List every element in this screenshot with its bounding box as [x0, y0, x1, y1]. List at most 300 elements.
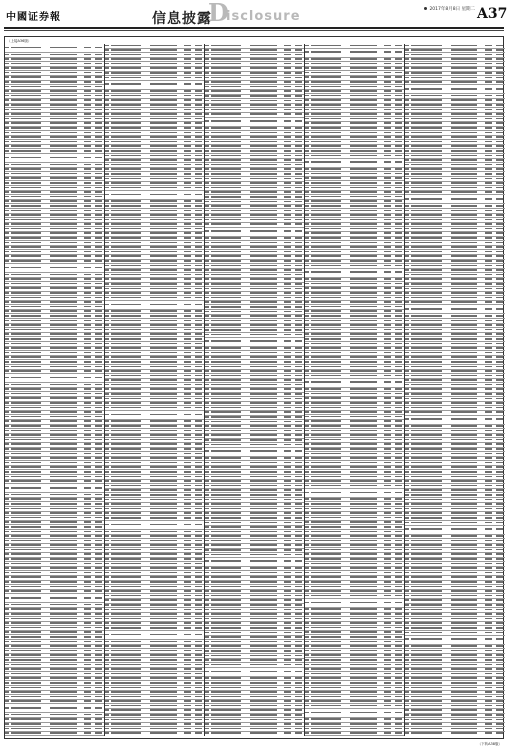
table-cell: [82, 232, 93, 235]
illegible-text: [250, 567, 276, 569]
illegible-text: [184, 673, 192, 675]
illegible-text: [111, 127, 141, 129]
table-cell: [382, 44, 393, 47]
illegible-text: [395, 95, 403, 97]
illegible-text: [284, 182, 292, 184]
illegible-text: [284, 375, 292, 377]
table-cell: [245, 109, 283, 112]
illegible-text: [105, 292, 109, 294]
illegible-text: [205, 489, 209, 491]
table-cell: [211, 526, 245, 529]
illegible-text: [211, 311, 241, 313]
page-number: A37: [477, 6, 508, 22]
table-cell: [11, 411, 45, 414]
table-cell: [182, 517, 193, 520]
table-cell: [282, 700, 293, 703]
table-cell: [145, 634, 183, 637]
illegible-text: [284, 434, 292, 436]
table-cell: [11, 597, 45, 600]
table-cell: [11, 383, 45, 386]
illegible-text: [211, 696, 241, 698]
table-cell: [245, 365, 283, 368]
table-cell: [82, 47, 93, 50]
illegible-text: [384, 51, 392, 53]
illegible-text: [311, 63, 341, 65]
illegible-text: [105, 659, 109, 661]
table-cell: [145, 627, 183, 630]
table-cell: [82, 498, 93, 501]
table-cell: [45, 377, 83, 380]
illegible-text: [11, 343, 41, 345]
illegible-text: [295, 155, 303, 157]
illegible-text: [111, 338, 141, 340]
illegible-text: [111, 352, 141, 354]
table-cell: [293, 329, 304, 332]
illegible-text: [11, 232, 41, 234]
table-cell: [45, 62, 83, 65]
illegible-text: [195, 352, 203, 354]
illegible-text: [295, 540, 303, 542]
table-cell: [193, 145, 204, 148]
illegible-text: [5, 352, 9, 354]
illegible-text: [111, 535, 141, 537]
illegible-text: [84, 76, 92, 78]
table-cell: [193, 297, 204, 300]
illegible-text: [84, 306, 92, 308]
table-cell: [182, 283, 193, 286]
table-cell: [282, 641, 293, 644]
illegible-text: [305, 63, 309, 65]
table-cell: [245, 618, 283, 621]
illegible-text: [50, 191, 76, 193]
table-cell: [111, 90, 145, 93]
table-cell: [82, 617, 93, 620]
table-cell: [245, 278, 283, 281]
table-cell: [211, 723, 245, 726]
illegible-text: [11, 439, 41, 441]
illegible-text: [311, 118, 341, 120]
illegible-text: [5, 301, 9, 303]
table-cell: [182, 471, 193, 474]
illegible-text: [50, 572, 76, 574]
table-cell: [282, 58, 293, 61]
illegible-text: [295, 503, 303, 505]
table-row: [5, 484, 104, 493]
table-cell: [293, 251, 304, 254]
illegible-text: [395, 86, 403, 88]
illegible-text: [211, 155, 241, 157]
table-cell: [111, 338, 145, 341]
illegible-text: [211, 499, 241, 501]
illegible-text: [50, 122, 76, 124]
illegible-text: [84, 164, 92, 166]
table-row: [5, 264, 104, 273]
illegible-text: [184, 402, 192, 404]
illegible-text: [150, 269, 176, 271]
table-cell: [182, 608, 193, 611]
illegible-text: [95, 283, 103, 285]
table-cell: [11, 296, 45, 299]
table-cell: [11, 251, 45, 254]
table-cell: [282, 572, 293, 575]
table-cell: [82, 182, 93, 185]
illegible-text: [195, 210, 203, 212]
table-cell: [311, 122, 345, 125]
table-cell: [293, 297, 304, 300]
table-cell: [211, 512, 245, 515]
illegible-text: [84, 700, 92, 702]
illegible-text: [11, 384, 41, 386]
table-cell: [93, 168, 104, 171]
illegible-text: [295, 292, 303, 294]
table-cell: [245, 81, 283, 84]
illegible-text: [284, 269, 292, 271]
table-cell: [45, 163, 83, 166]
table-cell: [82, 429, 93, 432]
illegible-text: [95, 664, 103, 666]
table-cell: [82, 402, 93, 405]
illegible-text: [150, 613, 176, 615]
table-cell: [11, 695, 45, 698]
table-cell: [211, 631, 245, 634]
illegible-text: [11, 200, 41, 202]
table-cell: [193, 695, 204, 698]
illegible-text: [211, 402, 241, 404]
illegible-text: [5, 54, 9, 56]
illegible-text: [211, 86, 241, 88]
illegible-text: [195, 581, 203, 583]
illegible-text: [195, 104, 203, 106]
illegible-text: [11, 287, 41, 289]
illegible-text: [250, 201, 276, 203]
table-cell: [11, 439, 45, 442]
illegible-text: [195, 310, 203, 312]
illegible-text: [284, 645, 292, 647]
table-cell: [111, 448, 145, 451]
illegible-text: [211, 407, 241, 409]
table-cell: [45, 228, 83, 231]
illegible-text: [111, 90, 141, 92]
table-cell: [111, 246, 145, 249]
table-cell: [193, 310, 204, 313]
table-cell: [193, 136, 204, 139]
illegible-text: [150, 705, 176, 707]
table-cell: [45, 53, 83, 56]
illegible-text: [11, 150, 41, 152]
illegible-text: [105, 613, 109, 615]
table-cell: [182, 723, 193, 726]
table-cell: [111, 384, 145, 387]
illegible-text: [195, 343, 203, 345]
illegible-text: [311, 113, 341, 115]
table-cell: [293, 58, 304, 61]
table-cell: [282, 150, 293, 153]
table-cell: [293, 301, 304, 304]
illegible-text: [195, 228, 203, 230]
table-row: [205, 558, 304, 567]
illegible-text: [150, 228, 176, 230]
table-row: [205, 228, 304, 237]
table-cell: [211, 700, 245, 703]
illegible-text: [184, 407, 192, 409]
illegible-text: [105, 471, 109, 473]
illegible-text: [84, 283, 92, 285]
illegible-text: [311, 99, 341, 101]
illegible-text: [50, 267, 76, 269]
table-cell: [145, 429, 183, 432]
table-cell: [145, 237, 183, 240]
illegible-text: [250, 288, 276, 290]
illegible-text: [205, 691, 209, 693]
illegible-text: [5, 521, 9, 523]
table-cell: [111, 329, 145, 332]
table-cell: [211, 397, 245, 400]
table-cell: [111, 67, 145, 70]
illegible-text: [184, 72, 192, 74]
illegible-text: [184, 453, 192, 455]
illegible-text: [195, 320, 203, 322]
illegible-text: [5, 196, 9, 198]
table-cell: [145, 255, 183, 258]
illegible-text: [311, 95, 341, 97]
illegible-text: [5, 622, 9, 624]
illegible-text: [250, 230, 276, 232]
illegible-text: [50, 645, 76, 647]
table-cell: [293, 131, 304, 134]
illegible-text: [95, 223, 103, 225]
table-cell: [111, 489, 145, 492]
illegible-text: [184, 63, 192, 65]
illegible-text: [195, 223, 203, 225]
illegible-text: [284, 340, 292, 342]
illegible-text: [5, 329, 9, 331]
illegible-text: [11, 306, 41, 308]
table-cell: [282, 187, 293, 190]
illegible-text: [184, 90, 192, 92]
table-cell: [245, 677, 283, 680]
table-cell: [145, 113, 183, 116]
table-cell: [282, 297, 293, 300]
illegible-text: [105, 45, 109, 47]
table-cell: [93, 108, 104, 111]
table-cell: [211, 641, 245, 644]
illegible-text: [105, 164, 109, 166]
table-cell: [193, 347, 204, 350]
table-cell: [145, 558, 183, 561]
table-cell: [82, 157, 93, 160]
table-cell: [282, 164, 293, 167]
illegible-text: [11, 512, 41, 514]
table-cell: [193, 682, 204, 685]
table-cell: [182, 297, 193, 300]
table-cell: [45, 342, 83, 345]
table-cell: [245, 530, 283, 533]
table-cell: [382, 76, 393, 79]
table-cell: [111, 732, 145, 735]
illegible-text: [184, 265, 192, 267]
illegible-text: [211, 489, 241, 491]
table-cell: [182, 420, 193, 423]
table-cell: [211, 498, 245, 501]
table-cell: [193, 485, 204, 488]
table-cell: [193, 645, 204, 648]
table-cell: [211, 187, 245, 190]
table-cell: [193, 209, 204, 212]
illegible-text: [95, 471, 103, 473]
table-cell: [11, 535, 45, 538]
illegible-text: [195, 113, 203, 115]
table-cell: [145, 695, 183, 698]
table-cell: [293, 411, 304, 414]
illegible-text: [195, 443, 203, 445]
illegible-text: [95, 274, 103, 276]
illegible-text: [105, 687, 109, 689]
table-cell: [82, 338, 93, 341]
illegible-text: [250, 246, 276, 248]
table-cell: [111, 471, 145, 474]
table-row: [205, 668, 304, 677]
table-cell: [111, 214, 145, 217]
table-cell: [293, 670, 304, 673]
table-cell: [45, 659, 83, 662]
table-cell: [293, 287, 304, 290]
illegible-text: [105, 118, 109, 120]
table-cell: [382, 99, 393, 102]
illegible-text: [211, 457, 241, 459]
table-cell: [145, 475, 183, 478]
table-cell: [282, 86, 293, 89]
illegible-text: [284, 120, 292, 122]
illegible-text: [111, 45, 141, 47]
table-cell: [11, 228, 45, 231]
illegible-text: [105, 723, 109, 725]
table-cell: [193, 634, 204, 637]
table-cell: [82, 296, 93, 299]
illegible-text: [350, 51, 376, 53]
illegible-text: [184, 122, 192, 124]
illegible-text: [95, 338, 103, 340]
table-cell: [282, 443, 293, 446]
illegible-text: [95, 728, 103, 730]
illegible-text: [50, 654, 76, 656]
illegible-text: [11, 246, 41, 248]
table-cell: [111, 723, 145, 726]
illegible-text: [11, 196, 41, 198]
table-cell: [11, 173, 45, 176]
illegible-text: [95, 191, 103, 193]
illegible-text: [5, 636, 9, 638]
table-cell: [82, 668, 93, 671]
illegible-text: [350, 67, 376, 69]
illegible-text: [295, 723, 303, 725]
table-cell: [145, 127, 183, 130]
illegible-text: [250, 622, 276, 624]
illegible-text: [211, 109, 241, 111]
illegible-text: [105, 677, 109, 679]
illegible-text: [211, 205, 241, 207]
illegible-text: [84, 540, 92, 542]
table-cell: [182, 567, 193, 570]
table-cell: [45, 145, 83, 148]
table-cell: [11, 576, 45, 579]
table-cell: [111, 205, 145, 208]
illegible-text: [105, 343, 109, 345]
illegible-text: [5, 377, 9, 379]
illegible-text: [11, 696, 41, 698]
illegible-text: [295, 230, 303, 232]
illegible-text: [84, 416, 92, 418]
issue-date: 2017年8月8日: [429, 7, 461, 12]
illegible-text: [50, 118, 76, 120]
table-cell: [45, 416, 83, 419]
illegible-text: [284, 274, 292, 276]
table-cell: [93, 356, 104, 359]
illegible-text: [11, 531, 41, 533]
illegible-text: [184, 682, 192, 684]
illegible-text: [284, 705, 292, 707]
illegible-text: [95, 618, 103, 620]
illegible-text: [195, 242, 203, 244]
table-cell: [11, 118, 45, 121]
illegible-text: [11, 526, 41, 528]
table-cell: [182, 384, 193, 387]
table-cell: [282, 246, 293, 249]
table-cell: [145, 154, 183, 157]
table-cell: [193, 90, 204, 93]
table-cell: [11, 732, 45, 735]
illegible-text: [395, 72, 403, 74]
illegible-text: [50, 210, 76, 212]
illegible-text: [211, 120, 241, 122]
illegible-text: [311, 58, 341, 60]
illegible-text: [95, 384, 103, 386]
illegible-text: [5, 416, 9, 418]
table-cell: [111, 352, 145, 355]
table-cell: [211, 535, 245, 538]
illegible-text: [50, 714, 76, 716]
table-cell: [245, 450, 283, 453]
table-row: [5, 594, 104, 603]
table-cell: [211, 90, 245, 93]
illegible-text: [150, 338, 176, 340]
table-cell: [282, 388, 293, 391]
table-cell: [211, 645, 245, 648]
table-cell: [293, 521, 304, 524]
illegible-text: [295, 476, 303, 478]
table-cell: [311, 99, 345, 102]
table-cell: [245, 650, 283, 653]
table-cell: [111, 218, 145, 221]
table-cell: [193, 581, 204, 584]
table-cell: [282, 567, 293, 570]
table-cell: [82, 292, 93, 295]
illegible-text: [50, 576, 76, 578]
illegible-text: [50, 707, 76, 709]
illegible-text: [184, 430, 192, 432]
table-cell: [182, 255, 193, 258]
illegible-text: [84, 664, 92, 666]
illegible-text: [211, 265, 241, 267]
illegible-text: [184, 457, 192, 459]
table-cell: [145, 524, 183, 527]
illegible-text: [195, 141, 203, 143]
table-cell: [82, 397, 93, 400]
table-cell: [282, 205, 293, 208]
table-cell: [45, 241, 83, 244]
illegible-text: [250, 187, 276, 189]
illegible-text: [195, 586, 203, 588]
illegible-text: [250, 379, 276, 381]
